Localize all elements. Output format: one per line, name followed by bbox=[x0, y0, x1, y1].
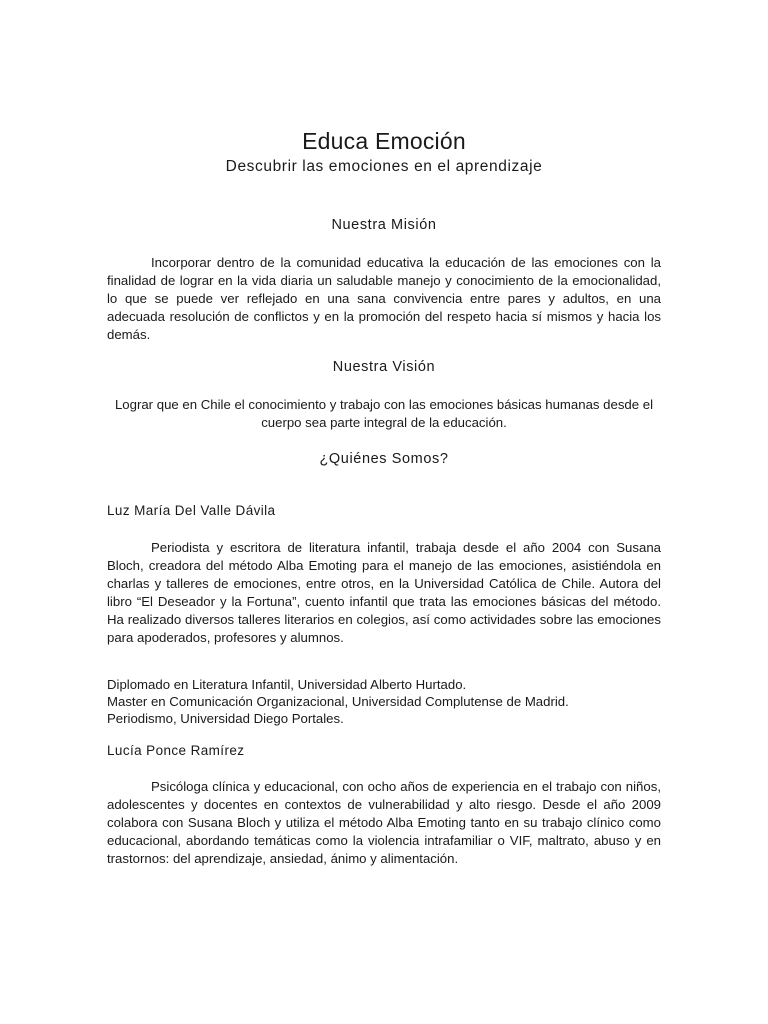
document-title: Educa Emoción bbox=[302, 128, 466, 154]
person-bio: Psicóloga clínica y educacional, con ocho años de experiencia en el trabajo con niños, adolescentes y docentes en contextos de vulnerabilidad y alto riesgo. Desde el año 2009 colabora con Susana Bloch y utiliza el método Alba Emoting tanto en su trabajo clínico como educacional, abordando temáticas como la violencia intrafamiliar o VIF, maltrato, abuso y en trastornos: del aprendizaje, ansiedad, ánimo y alimentación. bbox=[107, 779, 661, 866]
quienes-heading: ¿Quiénes Somos? bbox=[319, 451, 449, 467]
credentials-list bbox=[107, 676, 661, 727]
person-bio: Periodista y escritora de literatura infantil, trabaja desde el año 2004 con Susana Bloch, creadora del método Alba Emoting para el manejo de las emociones, asistiéndola en charlas y talleres de emociones, entre otros, en la Universidad Católica de Chile. Autora del libro “El Deseador y la Fortuna”, cuento infantil que trata las emociones básicas del método. Ha realizado diversos talleres literarios en colegios, así como actividades sobre las emociones para apoderados, profesores y alumnos. bbox=[107, 540, 661, 645]
mision-paragraph: Incorporar dentro de la comunidad educativa la educación de las emociones con la finalidad de lograr en la vida diaria un saludable manejo y conocimiento de la emocionalidad, lo que se puede ver reflejado en una sana convivencia entre pares y adultos, en una adecuada resolución de conflictos y en la promoción del respeto hacia sí mismos y hacia los demás. bbox=[107, 255, 661, 342]
credential-item: Diplomado en Literatura Infantil, Universidad Alberto Hurtado. bbox=[107, 677, 467, 692]
credential-item: Master en Comunicación Organizacional, Universidad Complutense de Madrid. bbox=[107, 694, 569, 709]
mision-heading: Nuestra Misión bbox=[331, 217, 437, 233]
document-subtitle: Descubrir las emociones en el aprendizaje bbox=[225, 158, 543, 175]
vision-paragraph: Lograr que en Chile el conocimiento y trabajo con las emociones básicas humanas desde el cuerpo sea parte integral de la educación. bbox=[114, 397, 654, 430]
person-name: Luz María Del Valle Dávila bbox=[107, 503, 276, 518]
person-name: Lucía Ponce Ramírez bbox=[107, 743, 245, 758]
credential-item: Periodismo, Universidad Diego Portales. bbox=[107, 711, 344, 726]
vision-heading: Nuestra Visión bbox=[332, 359, 436, 375]
